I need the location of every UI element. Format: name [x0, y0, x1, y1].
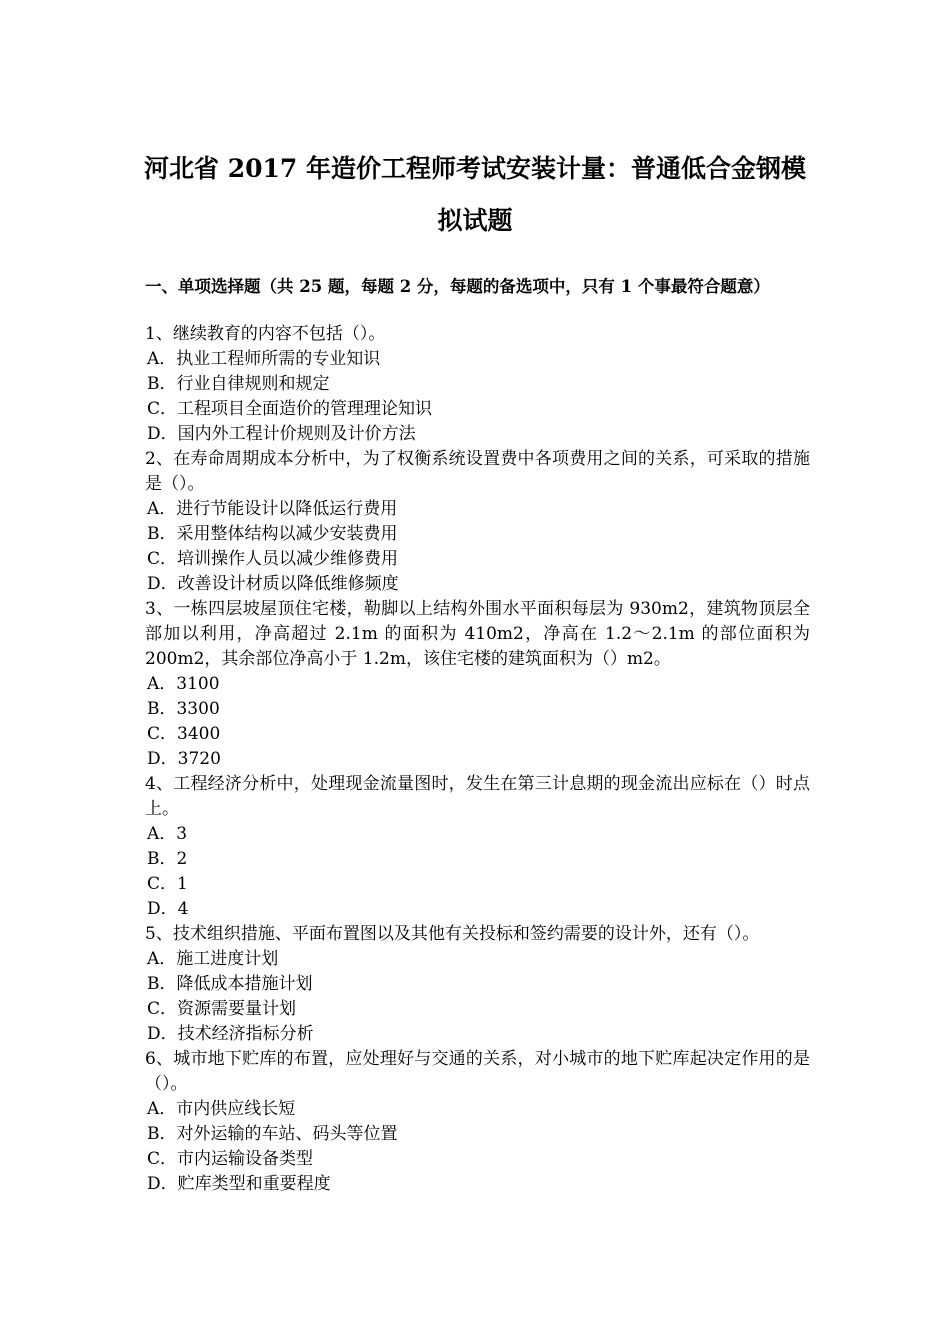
option-b: B．3300: [147, 699, 220, 719]
question-text: 5、技术组织措施、平面布置图以及其他有关投标和签约需要的设计外，还有（）。: [145, 924, 760, 944]
option-a: A．进行节能设计以降低运行费用: [147, 499, 398, 519]
option-c: C．1: [147, 874, 188, 894]
option-a: A．市内供应线长短: [147, 1099, 296, 1119]
option-b: B．2: [147, 849, 188, 869]
question-list: [145, 322, 810, 1197]
question-text: 1、继续教育的内容不包括（）。: [145, 324, 386, 344]
question-text: 2、在寿命周期成本分析中，为了权衡系统设置费中各项费用之间的关系，可采取的措施是（）。: [145, 449, 810, 494]
option-c: C．培训操作人员以减少维修费用: [147, 549, 399, 569]
option-c: C．市内运输设备类型: [147, 1149, 314, 1169]
option-c: C．工程项目全面造价的管理理论知识: [147, 399, 433, 419]
option-d: D．改善设计材质以降低维修频度: [147, 574, 399, 594]
option-a: A．施工进度计划: [147, 949, 279, 969]
option-c: C．资源需要量计划: [147, 999, 297, 1019]
document-title-line-2: 拟试题: [437, 206, 513, 235]
option-d: D．贮库类型和重要程度: [147, 1174, 331, 1194]
option-d: D．技术经济指标分析: [147, 1024, 314, 1044]
option-a: A．执业工程师所需的专业知识: [147, 349, 381, 369]
option-d: D．4: [147, 899, 189, 919]
question-block: [145, 922, 810, 1047]
option-a: A．3100: [147, 674, 220, 694]
question-text: 3、一栋四层坡屋顶住宅楼，勒脚以上结构外围水平面积每层为 930m2，建筑物顶层全部加以利用，净高超过 2.1m 的面积为 410m2，净高在 1.2～2.1m 的部位面积为 200m2，其余部位净高小于 1.2m，该住宅楼的建筑面积为（）m2。: [145, 599, 810, 669]
option-d: D．3720: [147, 749, 221, 769]
option-b: B．采用整体结构以减少安装费用: [147, 524, 398, 544]
question-text: 6、城市地下贮库的布置，应处理好与交通的关系，对小城市的地下贮库起决定作用的是（）。: [145, 1049, 810, 1094]
option-b: B．对外运输的车站、码头等位置: [147, 1124, 398, 1144]
question-block: [145, 322, 810, 447]
option-d: D．国内外工程计价规则及计价方法: [147, 424, 416, 444]
option-b: B．降低成本措施计划: [147, 974, 313, 994]
option-a: A．3: [147, 824, 188, 844]
question-block: [145, 1047, 810, 1197]
option-c: C．3400: [147, 724, 221, 744]
question-block: [145, 597, 810, 772]
question-block: [145, 447, 810, 597]
document-title-line-1: 河北省 2017 年造价工程师考试安装计量：普通低合金钢模: [144, 154, 806, 183]
section-heading: 一、单项选择题（共 25 题，每题 2 分，每题的备选项中，只有 1 个事最符合题意）: [145, 277, 770, 296]
option-b: B．行业自律规则和规定: [147, 374, 330, 394]
question-text: 4、工程经济分析中，处理现金流量图时，发生在第三计息期的现金流出应标在（）时点上。: [145, 774, 810, 819]
question-block: [145, 772, 810, 922]
